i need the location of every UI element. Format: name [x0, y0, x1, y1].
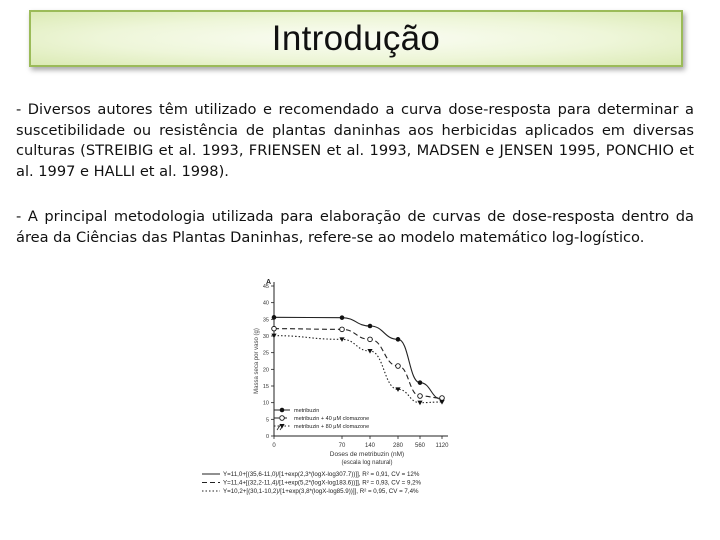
y-tick-label: 5 — [265, 417, 269, 424]
series-curve-3 — [274, 336, 442, 403]
legend-label-2: metribuzin + 40 μM clomazone — [294, 416, 370, 422]
data-point-series-1 — [368, 324, 373, 329]
equation-3: Y=10,2+[(30,1-10,2)/[1+exp(3,8*(logX-log85.9))]], R² = 0,95, CV = 7,4% — [223, 488, 419, 495]
y-axis-label: Massa seca por vaso (g) — [254, 328, 260, 394]
x-tick-label: 70 — [338, 443, 346, 449]
legend-marker-2 — [280, 416, 285, 421]
data-point-series-2 — [368, 337, 373, 342]
data-point-series-3 — [367, 349, 372, 354]
x-tick-label: 280 — [392, 443, 404, 449]
data-point-series-2 — [340, 327, 345, 332]
data-point-series-2 — [440, 396, 445, 401]
x-axis-label: Doses de metribuzin (nM) — [329, 451, 405, 458]
dose-response-chart — [194, 268, 524, 518]
data-point-series-2 — [272, 326, 277, 331]
dose-response-figure — [194, 268, 524, 518]
y-tick-label: 45 — [262, 284, 269, 290]
data-point-series-1 — [418, 380, 423, 385]
x-tick-label: 1120 — [435, 443, 449, 449]
x-tick-label: 0 — [272, 443, 276, 449]
y-tick-label: 10 — [262, 400, 269, 407]
legend-label-1: metribuzin — [294, 408, 320, 414]
panel-label: A — [266, 279, 272, 286]
slide-title-box — [29, 10, 683, 67]
equation-1: Y=11,0+[(35,6-11,0)/[1+exp(2,3*(logX-log307.7))]], R² = 0,91, CV = 12% — [223, 471, 420, 478]
y-tick-label: 15 — [262, 384, 269, 390]
slide-title: Introdução — [271, 18, 441, 58]
paragraph-authors: - Diversos autores têm utilizado e recomendado a curva dose-resposta para determinar a suscetibilidade ou resistência de plantas daninhas aos herbicidas aplicados em diversas culturas (STREIBIG et al. 1993, FRIENSEN et al. 1993, MADSEN e JENSEN 1995, PONCHIO et al. 1997 e HALLI et al. 1998). — [16, 101, 694, 180]
x-axis-sublabel: (escala log natural) — [341, 460, 393, 466]
data-point-series-3 — [339, 337, 344, 342]
x-tick-label: 560 — [414, 443, 426, 449]
series-curve-2 — [274, 329, 442, 398]
data-point-series-2 — [418, 394, 423, 399]
legend-marker-1 — [280, 408, 285, 413]
y-tick-label: 25 — [262, 350, 269, 357]
equation-2: Y=11,4+[(32,2-11,4)/[1+exp(5,2*(logX-log183.6))]], R² = 0,93, CV = 9,2% — [223, 479, 422, 487]
y-tick-label: 0 — [265, 434, 269, 440]
data-point-series-2 — [396, 364, 401, 369]
y-tick-label: 30 — [262, 334, 269, 340]
data-point-series-1 — [340, 315, 345, 320]
data-point-series-1 — [272, 315, 277, 320]
y-tick-label: 35 — [262, 317, 269, 324]
paragraph-methodology: - A principal metodologia utilizada para elaboração de curvas de dose-resposta dentro da área da Ciências das Plantas Daninhas, refere-se ao modelo matemático log-logístico. — [16, 208, 694, 246]
legend-label-3: metribuzin + 80 μM clomazone — [294, 424, 370, 430]
data-point-series-1 — [396, 337, 401, 342]
x-tick-label: 140 — [364, 443, 376, 449]
data-point-series-3 — [417, 401, 422, 406]
legend-marker-3 — [279, 424, 284, 429]
series-curve-1 — [274, 317, 442, 399]
y-tick-label: 20 — [262, 367, 269, 374]
y-tick-label: 40 — [262, 300, 269, 307]
